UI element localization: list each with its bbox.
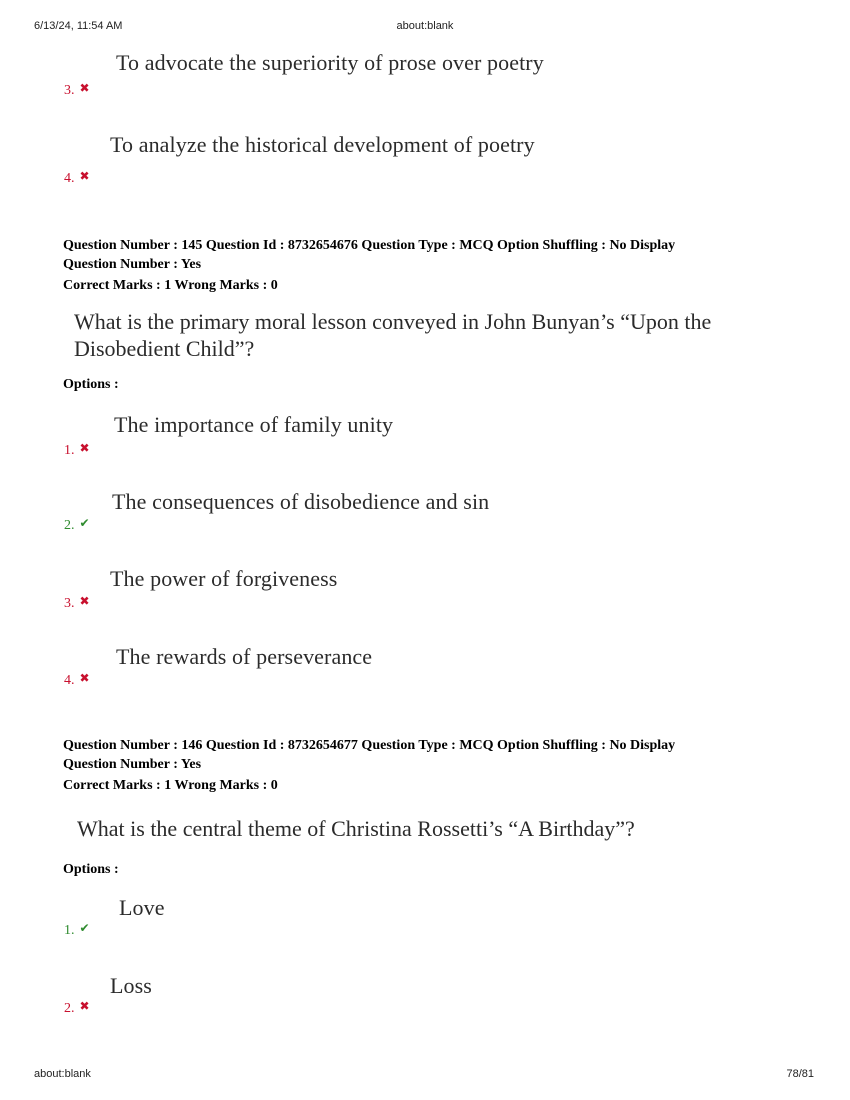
question-text	[74, 308, 711, 362]
option-text: The power of forgiveness	[110, 566, 338, 591]
option-number: 4. ✖	[64, 671, 90, 688]
options-label: Options :	[63, 862, 119, 877]
option-text: Loss	[110, 973, 152, 998]
option-text: To analyze the historical development of poetry	[110, 132, 535, 157]
question-line: Disobedient Child”?	[74, 336, 255, 361]
question-meta: Question Number : Yes	[63, 757, 202, 772]
option-number: 4. ✖	[64, 169, 90, 186]
cross-icon: ✖	[79, 594, 90, 608]
cross-icon: ✖	[79, 169, 90, 183]
options-label: Options :	[63, 377, 119, 392]
print-datetime: 6/13/24, 11:54 AM	[34, 20, 123, 32]
question-marks: Correct Marks : 1 Wrong Marks : 0	[63, 278, 278, 293]
option-number: 3. ✖	[64, 81, 90, 98]
print-url: about:blank	[34, 1068, 91, 1080]
option-text: To advocate the superiority of prose over poetry	[116, 50, 544, 75]
question-meta: Question Number : Yes	[63, 257, 202, 272]
option-number: 3. ✖	[64, 594, 90, 611]
option-text: Love	[119, 895, 165, 920]
question-marks: Correct Marks : 1 Wrong Marks : 0	[63, 778, 278, 793]
question-meta: Question Number : 145 Question Id : 8732654676 Question Type : MCQ Option Shuffling : No Display	[63, 238, 676, 253]
question-line: What is the primary moral lesson conveyed in John Bunyan’s “Upon the	[74, 309, 712, 334]
option-number: 2. ✖	[64, 999, 90, 1016]
check-icon: ✔	[79, 516, 90, 530]
check-icon: ✔	[79, 921, 90, 935]
option-text: The consequences of disobedience and sin	[112, 489, 490, 514]
question-text: What is the central theme of Christina Rossetti’s “A Birthday”?	[77, 816, 635, 841]
cross-icon: ✖	[79, 441, 90, 455]
option-number: 1. ✖	[64, 441, 90, 458]
cross-icon: ✖	[79, 999, 90, 1013]
option-text: The rewards of perseverance	[116, 644, 373, 669]
option-number: 1. ✔	[64, 921, 90, 938]
option-number: 2. ✔	[64, 516, 90, 533]
option-text: The importance of family unity	[114, 412, 394, 437]
print-page-number: 78/81	[786, 1068, 814, 1080]
cross-icon: ✖	[79, 81, 90, 95]
print-title: about:blank	[396, 20, 454, 32]
cross-icon: ✖	[79, 671, 90, 685]
question-meta: Question Number : 146 Question Id : 8732654677 Question Type : MCQ Option Shuffling : No Display	[63, 738, 676, 753]
